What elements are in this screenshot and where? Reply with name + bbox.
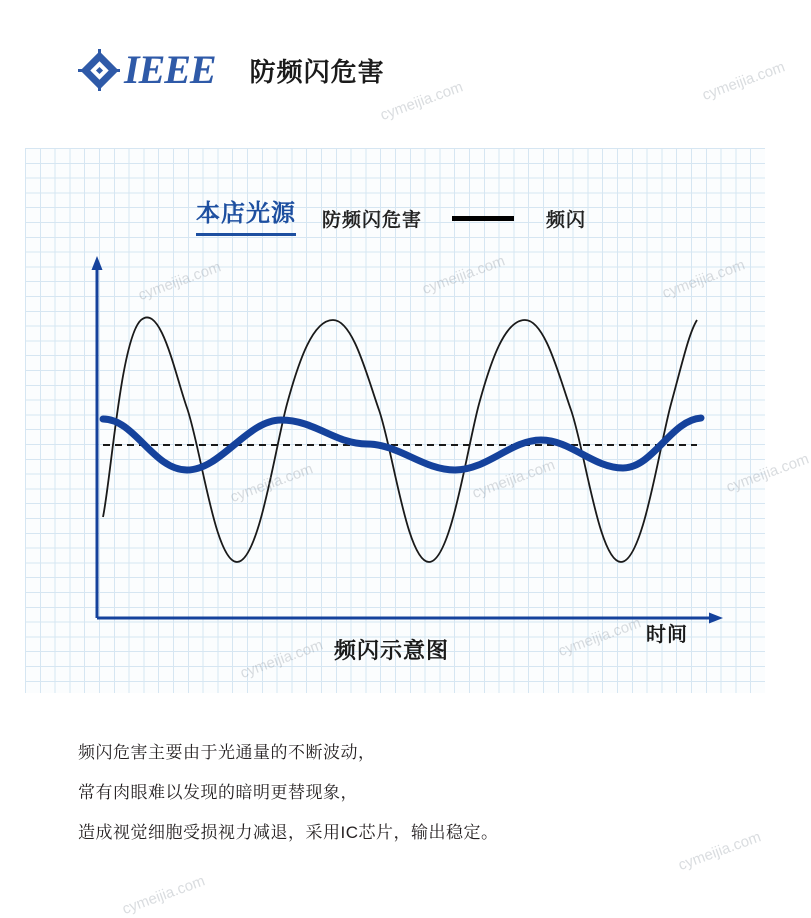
ieee-wordmark: IEEE [124,47,216,92]
watermark-text: cymeijia.com [228,460,316,506]
legend-item-flicker: 频闪 [546,209,587,231]
watermark-text: cymeijia.com [136,258,224,304]
description-block [78,742,718,862]
watermark-text: cymeijia.com [660,256,748,302]
watermark-text: cymeijia.com [700,58,788,104]
watermark-text: cymeijia.com [724,450,811,496]
watermark-text: cymeijia.com [238,636,326,682]
watermark-text: cymeijia.com [556,614,644,660]
chart-legend [196,198,586,238]
chart-caption: 频闪示意图 [334,638,450,663]
watermark-text: cymeijia.com [676,828,764,874]
series-flicker-line [103,317,697,562]
page-title: 防频闪危害 [249,56,385,87]
description-line-3: 造成视觉细胞受损视力减退，采用IC芯片，输出稳定。 [78,823,499,842]
watermark-text: cymeijia.com [120,872,208,918]
legend-swatch-flicker [452,216,514,221]
legend-item-benefit: 防频闪危害 [322,209,423,231]
watermark-text: cymeijia.com [470,456,558,502]
description-line-1: 频闪危害主要由于光通量的不断波动， [78,743,376,762]
page-header [0,40,790,100]
chart-axes [92,256,724,624]
x-axis-title: 时间 [646,624,688,646]
legend-item-our-source: 本店光源 [196,201,296,236]
watermark-text: cymeijia.com [378,78,466,124]
description-line-2: 常有肉眼难以发现的暗明更替现象， [78,783,358,802]
ieee-logo [78,48,216,92]
watermark-text: cymeijia.com [420,252,508,298]
ieee-diamond-icon [78,49,120,91]
